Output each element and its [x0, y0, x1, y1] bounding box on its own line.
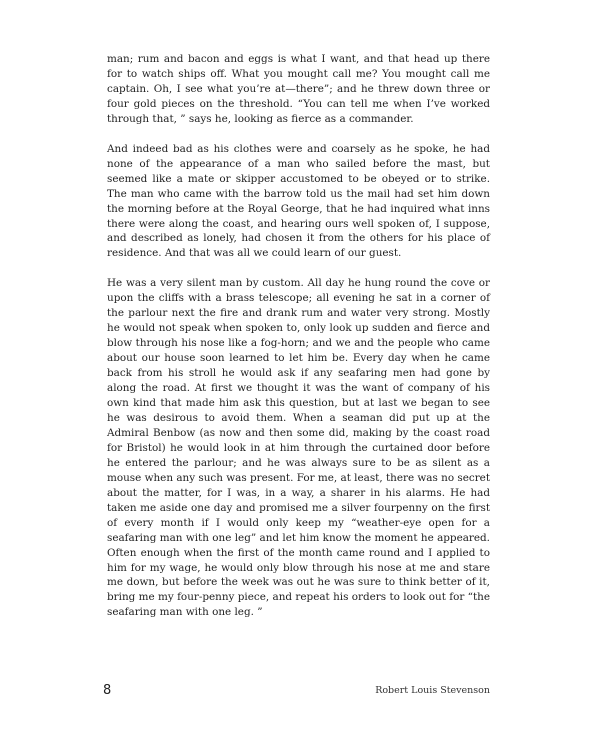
running-footer-author: Robert Louis Stevenson: [375, 685, 490, 696]
paragraph-2: And indeed bad as his clothes were and coarsely as he spoke, he had none of the appearance of a man who sailed before the mast, but seemed like a mate or skipper accustomed to be obeyed or to strike. The man who came with the barrow told us the mail had set him down the morning before at the Royal George, that he had inquired what inns there were along the coast, and hearing ours well spoken of, I suppose, and described as lonely, had chosen it from the others for his place of residence. And that was all we could learn of our guest.: [107, 142, 490, 260]
page-number: 8: [103, 683, 112, 698]
body-text: [107, 52, 490, 635]
paragraph-3: He was a very silent man by custom. All day he hung round the cove or upon the cliffs with a brass telescope; all evening he sat in a corner of the parlour next the fire and drank rum and water very strong. Mostly he would not speak when spoken to, only look up sudden and fierce and blow through his nose like a fog-horn; and we and the people who came about our house soon learned to let him be. Every day when he came back from his stroll he would ask if any seafaring men had gone by along the road. At first we thought it was the want of company of his own kind that made him ask this question, but at last we began to see he was desirous to avoid them. When a seaman did put up at the Admiral Benbow (as now and then some did, making by the coast road for Bristol) he would look in at him through the curtained door before he entered the parlour; and he was always sure to be as silent as a mouse when any such was present. For me, at least, there was no secret about the matter, for I was, in a way, a sharer in his alarms. He had taken me aside one day and promised me a silver fourpenny on the first of every month if I would only keep my “weather-eye open for a seafaring man with one leg” and let him know the moment he appeared. Often enough when the first of the month came round and I applied to him for my wage, he would only blow through his nose at me and stare me down, but before the week was out he was sure to think better of it, bring me my four-penny piece, and repeat his orders to look out for “the seafaring man with one leg. ”: [107, 277, 490, 619]
paragraph-1: man; rum and bacon and eggs is what I want, and that head up there for to watch ships off. What you mought call me? You mought call me captain. Oh, I see what you’re at—there”; and he threw down three or four gold pieces on the threshold. “You can tell me when I’ve worked through that, ” says he, looking as fierce as a commander.: [107, 53, 490, 125]
